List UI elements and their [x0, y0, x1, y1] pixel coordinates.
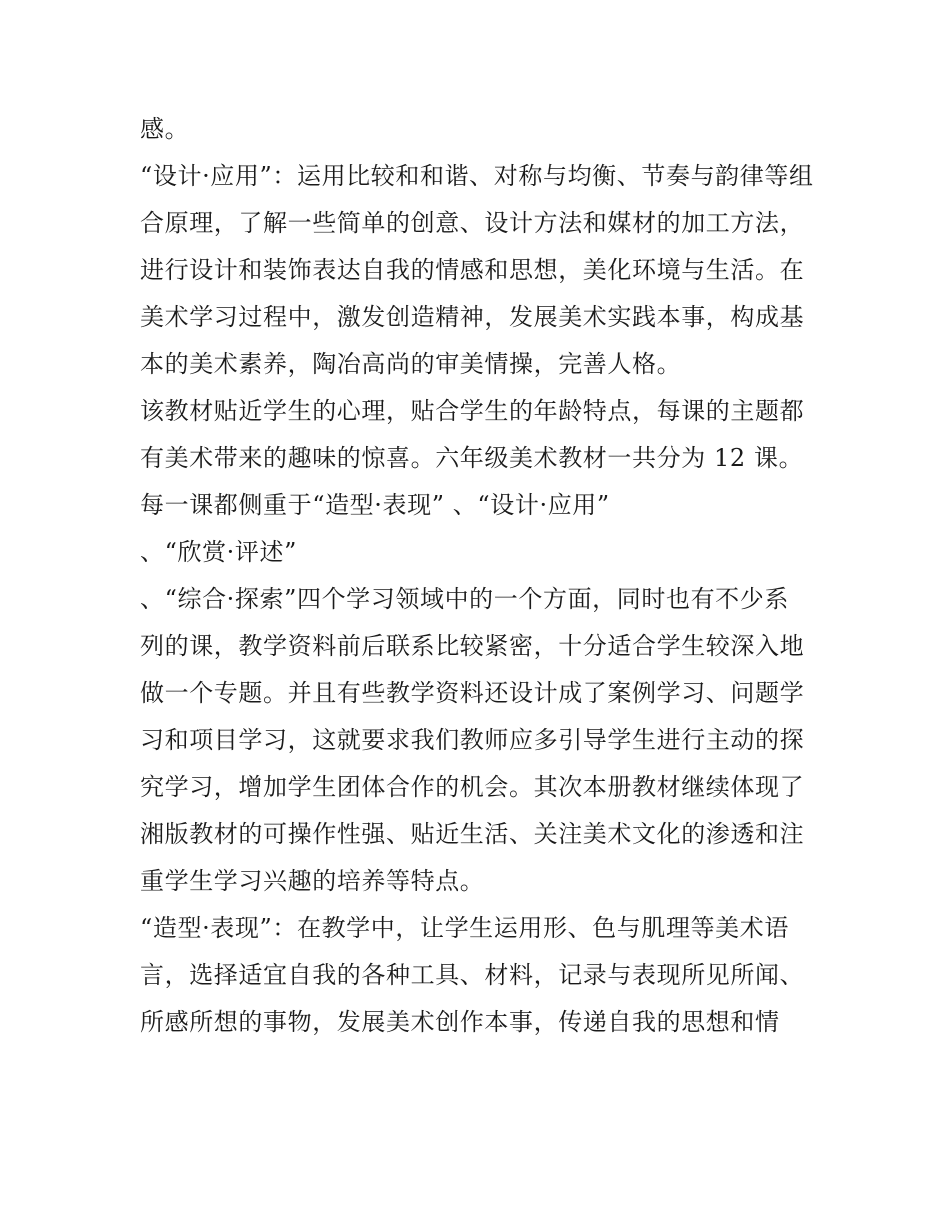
text-line: 所感所想的事物，发展美术创作本事，传递自我的思想和情	[140, 1008, 780, 1036]
body-text	[140, 106, 820, 1046]
text-line: 重学生学习兴趣的培养等特点。	[140, 867, 485, 895]
text-line: 每一课都侧重于“造型·表现” 、“设计·应用”	[140, 491, 610, 519]
text-line: 做一个专题。并且有些教学资料还设计成了案例学习、问题学	[140, 679, 805, 707]
text-line: 本的美术素养，陶冶高尚的审美情操，完善人格。	[140, 350, 682, 378]
text-line: 美术学习过程中，激发创造精神，发展美术实践本事，构成基	[140, 303, 805, 331]
text-line: 该教材贴近学生的心理，贴合学生的年龄特点，每课的主题都	[140, 397, 805, 425]
text-line: 进行设计和装饰表达自我的情感和思想，美化环境与生活。在	[140, 256, 805, 284]
text-line: “设计·应用”：运用比较和和谐、对称与均衡、节奏与韵律等组	[140, 162, 814, 190]
text-line: 究学习，增加学生团体合作的机会。其次本册教材继续体现了	[140, 773, 805, 801]
text-line: 感。	[140, 115, 190, 143]
text-line: 言，选择适宜自我的各种工具、材料，记录与表现所见所闻、	[140, 961, 805, 989]
text-line: “造型·表现”：在教学中，让学生运用形、色与肌理等美术语	[140, 914, 789, 942]
text-line: 、“综合·探索”四个学习领域中的一个方面，同时也有不少系	[140, 585, 789, 613]
text-line: 合原理，了解一些简单的创意、设计方法和媒材的加工方法，	[140, 209, 805, 237]
text-line: 、“欣赏·评述”	[140, 538, 297, 566]
text-line: 有美术带来的趣味的惊喜。六年级美术教材一共分为 12 课。	[140, 444, 804, 472]
text-line: 湘版教材的可操作性强、贴近生活、关注美术文化的渗透和注	[140, 820, 805, 848]
text-line: 习和项目学习，这就要求我们教师应多引导学生进行主动的探	[140, 726, 805, 754]
text-line: 列的课，教学资料前后联系比较紧密，十分适合学生较深入地	[140, 632, 805, 660]
